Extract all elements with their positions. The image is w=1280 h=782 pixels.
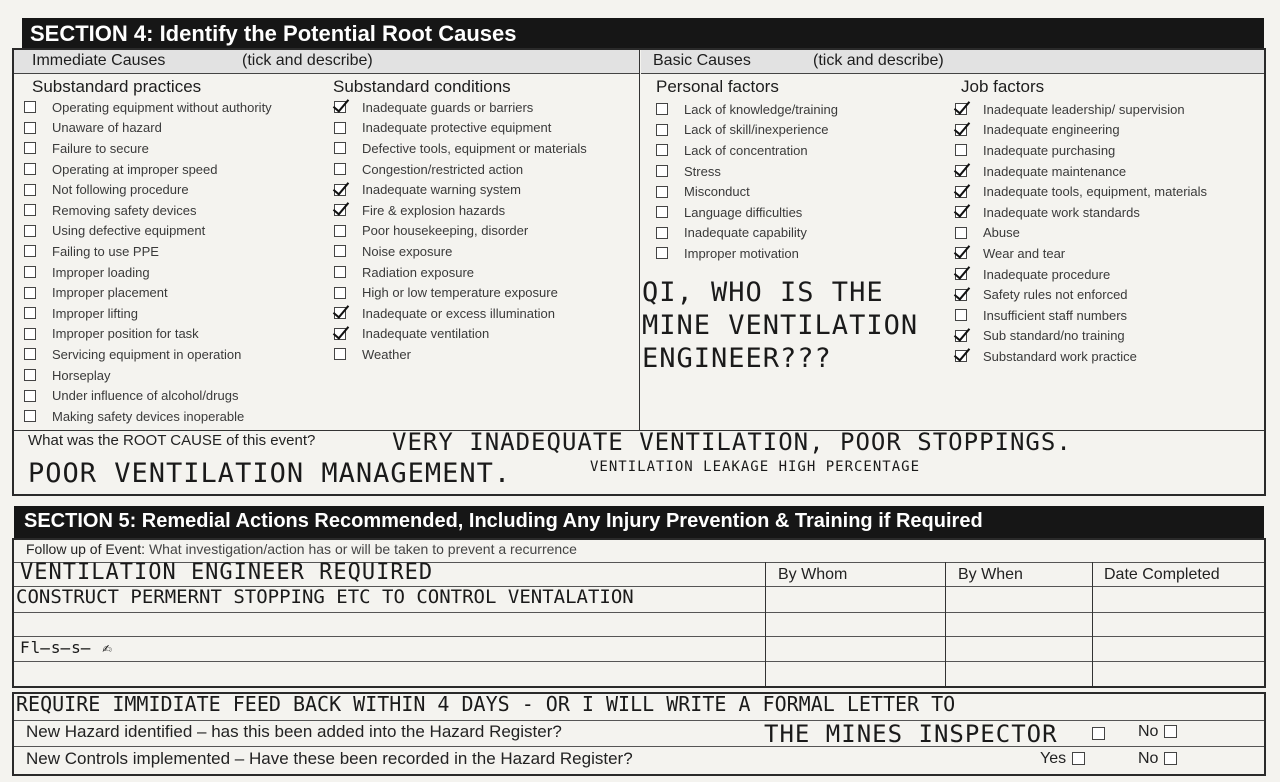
- section5-header-bar: [14, 506, 1264, 538]
- checkbox[interactable]: [24, 390, 36, 402]
- substandard-practices-list: [24, 97, 272, 427]
- checkbox[interactable]: [656, 144, 668, 156]
- job-factor-item-label: Inadequate procedure: [983, 266, 1111, 282]
- followup-label-strong: Follow up of Event:: [26, 541, 146, 557]
- practice-item-label: Not following procedure: [52, 182, 189, 198]
- job-factor-item[interactable]: [955, 161, 1207, 182]
- personal-factor-item[interactable]: [656, 223, 838, 244]
- checkbox[interactable]: [24, 287, 36, 299]
- practice-item-label: Improper lifting: [52, 305, 138, 321]
- job-factor-item[interactable]: [955, 264, 1207, 285]
- action-row-1: VENTILATION ENGINEER REQUIRED: [20, 560, 434, 585]
- section5-title: SECTION 5: Remedial Actions Recommended, Including Any Injury Prevention & Training if Required: [24, 510, 983, 532]
- checkbox[interactable]: [656, 206, 668, 218]
- job-factors-title: Job factors: [961, 77, 1045, 96]
- job-factor-item-label: Wear and tear: [983, 245, 1066, 261]
- checkbox[interactable]: [334, 328, 346, 340]
- controls-yes-option[interactable]: [1040, 750, 1085, 768]
- checkbox[interactable]: [955, 350, 967, 362]
- checkbox[interactable]: [955, 268, 967, 280]
- job-factor-item[interactable]: [955, 243, 1207, 264]
- practice-item[interactable]: [24, 221, 272, 242]
- handwritten-question-line-1: QI, WHO IS THE: [642, 277, 884, 308]
- personal-factor-item[interactable]: [656, 243, 838, 264]
- job-factor-item-label: Inadequate leadership/ supervision: [983, 101, 1185, 117]
- personal-factors-list: [656, 99, 838, 264]
- condition-item[interactable]: [334, 159, 587, 180]
- checkbox[interactable]: [955, 309, 967, 321]
- personal-factor-item-label: Inadequate capability: [684, 225, 807, 241]
- checkbox[interactable]: [656, 227, 668, 239]
- hazard-no-option[interactable]: [1138, 723, 1177, 741]
- checkbox[interactable]: [334, 348, 346, 360]
- practice-item-label: Operating equipment without authority: [52, 99, 272, 115]
- practice-item[interactable]: [24, 200, 272, 221]
- checkbox[interactable]: [955, 227, 967, 239]
- practice-item-label: Operating at improper speed: [52, 161, 218, 177]
- controls-question: New Controls implemented – Have these been recorded in the Hazard Register?: [26, 749, 633, 768]
- mines-inspector-note: THE MINES INSPECTOR: [764, 720, 1058, 748]
- checkbox[interactable]: [24, 225, 36, 237]
- condition-item[interactable]: [334, 344, 587, 365]
- condition-item[interactable]: [334, 221, 587, 242]
- hazard-line-1: [14, 720, 1264, 721]
- table-col-by-whom: [765, 562, 766, 686]
- personal-factor-item-label: Misconduct: [684, 184, 750, 200]
- job-factor-item[interactable]: [955, 99, 1207, 120]
- handwritten-question-line-3: ENGINEER???: [642, 343, 832, 374]
- checkbox[interactable]: [24, 122, 36, 134]
- personal-factors-title: Personal factors: [656, 77, 779, 96]
- checkbox[interactable]: [24, 307, 36, 319]
- action-row-4: Fl̶s̶s̶ ✍: [20, 638, 113, 657]
- checkbox[interactable]: [955, 124, 967, 136]
- checkbox[interactable]: [334, 142, 346, 154]
- table-line-3: [14, 612, 1264, 613]
- date-completed-header: Date Completed: [1104, 566, 1220, 583]
- condition-item[interactable]: [334, 200, 587, 221]
- personal-factor-item-label: Lack of concentration: [684, 142, 808, 158]
- condition-item-label: Defective tools, equipment or materials: [362, 140, 587, 156]
- practice-item[interactable]: [24, 138, 272, 159]
- checkbox[interactable]: [24, 328, 36, 340]
- practice-item[interactable]: [24, 118, 272, 139]
- checkbox[interactable]: [955, 144, 967, 156]
- practice-item-label: Servicing equipment in operation: [52, 346, 242, 362]
- checkbox[interactable]: [334, 163, 346, 175]
- condition-item-label: Inadequate protective equipment: [362, 120, 552, 136]
- practice-item-label: Using defective equipment: [52, 223, 206, 239]
- job-factor-item[interactable]: [955, 140, 1207, 161]
- practice-item-label: Under influence of alcohol/drugs: [52, 388, 239, 404]
- personal-factor-item-label: Improper motivation: [684, 245, 799, 261]
- practice-item[interactable]: [24, 179, 272, 200]
- checkbox[interactable]: [24, 101, 36, 113]
- checkbox[interactable]: [24, 348, 36, 360]
- practice-item-label: Improper position for task: [52, 326, 199, 342]
- practice-item[interactable]: [24, 344, 272, 365]
- condition-item[interactable]: [334, 262, 587, 283]
- condition-item-label: High or low temperature exposure: [362, 285, 558, 301]
- practice-item[interactable]: [24, 385, 272, 406]
- practice-item-label: Removing safety devices: [52, 202, 197, 218]
- practice-item[interactable]: [24, 324, 272, 345]
- practice-item[interactable]: [24, 365, 272, 386]
- job-factor-item-label: Inadequate engineering: [983, 122, 1120, 138]
- basic-causes-header: [641, 50, 1264, 74]
- checkbox[interactable]: [334, 225, 346, 237]
- substandard-conditions-title: Substandard conditions: [333, 77, 511, 96]
- table-line-5: [14, 661, 1264, 662]
- hazard-question: New Hazard identified – has this been added into the Hazard Register?: [26, 722, 562, 741]
- checkbox[interactable]: [656, 103, 668, 115]
- job-factor-item[interactable]: [955, 305, 1207, 326]
- checkbox[interactable]: [24, 369, 36, 381]
- immediate-causes-label: Immediate Causes: [32, 52, 166, 69]
- substandard-conditions-list: [334, 97, 587, 365]
- job-factor-item-label: Inadequate maintenance: [983, 163, 1127, 179]
- job-factor-item[interactable]: [955, 284, 1207, 305]
- substandard-practices-title: Substandard practices: [32, 77, 202, 96]
- checkbox[interactable]: [24, 266, 36, 278]
- job-factor-item[interactable]: [955, 181, 1207, 202]
- personal-factor-item[interactable]: [656, 140, 838, 161]
- checkbox[interactable]: [955, 289, 967, 301]
- by-when-header: By When: [958, 566, 1023, 583]
- condition-item-label: Congestion/restricted action: [362, 161, 524, 177]
- checkbox[interactable]: [24, 184, 36, 196]
- practice-item-label: Making safety devices inoperable: [52, 408, 245, 424]
- practice-item-label: Improper placement: [52, 285, 168, 301]
- controls-yes-label: Yes: [1040, 750, 1067, 767]
- personal-factor-item-label: Lack of knowledge/training: [684, 101, 838, 117]
- checkbox[interactable]: [334, 307, 346, 319]
- condition-item[interactable]: [334, 118, 587, 139]
- section4-divider: [639, 50, 640, 430]
- condition-item-label: Inadequate guards or barriers: [362, 99, 534, 115]
- checkbox[interactable]: [334, 266, 346, 278]
- job-factor-item-label: Abuse: [983, 225, 1020, 241]
- checkbox[interactable]: [955, 330, 967, 342]
- condition-item[interactable]: [334, 324, 587, 345]
- hazard-no-checkbox[interactable]: [1164, 725, 1177, 738]
- personal-factor-item[interactable]: [656, 181, 838, 202]
- personal-factor-item-label: Stress: [684, 163, 721, 179]
- job-factors-list: [955, 99, 1207, 367]
- job-factor-item-label: Safety rules not enforced: [983, 287, 1128, 303]
- checkbox[interactable]: [334, 287, 346, 299]
- action-row-2: CONSTRUCT PERMERNT STOPPING ETC TO CONTROL VENTALATION: [16, 586, 634, 608]
- checkbox[interactable]: [955, 247, 967, 259]
- practice-item-label: Failing to use PPE: [52, 243, 159, 259]
- root-cause-text-1: VERY INADEQUATE VENTILATION, POOR STOPPINGS.: [392, 428, 1072, 456]
- practice-item-label: Improper loading: [52, 264, 150, 280]
- checkbox[interactable]: [656, 186, 668, 198]
- hazard-no-label: No: [1138, 723, 1159, 740]
- job-factor-item[interactable]: [955, 120, 1207, 141]
- controls-yes-checkbox[interactable]: [1072, 752, 1085, 765]
- checkbox[interactable]: [24, 410, 36, 422]
- controls-no-option[interactable]: [1138, 750, 1177, 768]
- controls-no-label: No: [1138, 750, 1159, 767]
- basic-causes-label: Basic Causes: [653, 52, 751, 69]
- personal-factor-item-label: Lack of skill/inexperience: [684, 122, 829, 138]
- checkbox[interactable]: [955, 206, 967, 218]
- condition-item-label: Inadequate or excess illumination: [362, 305, 555, 321]
- condition-item[interactable]: [334, 282, 587, 303]
- condition-item-label: Inadequate ventilation: [362, 326, 490, 342]
- personal-factor-item[interactable]: [656, 99, 838, 120]
- by-whom-header: By Whom: [778, 566, 848, 583]
- controls-no-checkbox[interactable]: [1164, 752, 1177, 765]
- practice-item[interactable]: [24, 97, 272, 118]
- practice-item[interactable]: [24, 262, 272, 283]
- condition-item-label: Weather: [362, 346, 411, 362]
- checkbox[interactable]: [955, 186, 967, 198]
- hazard-yes-checkbox[interactable]: [1092, 727, 1105, 740]
- condition-item-label: Noise exposure: [362, 243, 453, 259]
- condition-item[interactable]: [334, 241, 587, 262]
- checkbox[interactable]: [334, 204, 346, 216]
- checkbox[interactable]: [334, 101, 346, 113]
- checkbox[interactable]: [656, 124, 668, 136]
- root-cause-text-3: VENTILATION LEAKAGE HIGH PERCENTAGE: [590, 459, 921, 475]
- feedback-note: REQUIRE IMMIDIATE FEED BACK WITHIN 4 DAYS - OR I WILL WRITE A FORMAL LETTER TO: [16, 692, 956, 716]
- checkbox[interactable]: [24, 204, 36, 216]
- checkbox[interactable]: [334, 122, 346, 134]
- practice-item[interactable]: [24, 282, 272, 303]
- job-factor-item[interactable]: [955, 223, 1207, 244]
- job-factor-item[interactable]: [955, 202, 1207, 223]
- job-factor-item-label: Insufficient staff numbers: [983, 307, 1128, 323]
- condition-item[interactable]: [334, 303, 587, 324]
- section4-header-bar: [22, 18, 1264, 48]
- table-line-4: [14, 636, 1264, 637]
- job-factor-item[interactable]: [955, 326, 1207, 347]
- checkbox[interactable]: [955, 165, 967, 177]
- personal-factor-item[interactable]: [656, 120, 838, 141]
- practice-item-label: Horseplay: [52, 367, 111, 383]
- job-factor-item-label: Inadequate tools, equipment, materials: [983, 184, 1208, 200]
- handwritten-question: [642, 276, 918, 375]
- condition-item[interactable]: [334, 97, 587, 118]
- root-cause-label: What was the ROOT CAUSE of this event?: [28, 432, 316, 449]
- checkbox[interactable]: [955, 103, 967, 115]
- practice-item[interactable]: [24, 241, 272, 262]
- condition-item[interactable]: [334, 138, 587, 159]
- checkbox[interactable]: [334, 245, 346, 257]
- practice-item[interactable]: [24, 303, 272, 324]
- practice-item[interactable]: [24, 159, 272, 180]
- followup-label: [26, 541, 577, 557]
- practice-item[interactable]: [24, 406, 272, 427]
- job-factor-item-label: Inadequate work standards: [983, 204, 1140, 220]
- root-cause-text-2: POOR VENTILATION MANAGEMENT.: [28, 458, 512, 489]
- checkbox[interactable]: [24, 245, 36, 257]
- checkbox[interactable]: [24, 142, 36, 154]
- checkbox[interactable]: [334, 184, 346, 196]
- practice-item-label: Failure to secure: [52, 140, 149, 156]
- job-factor-item[interactable]: [955, 346, 1207, 367]
- condition-item-label: Inadequate warning system: [362, 182, 521, 198]
- job-factor-item-label: Inadequate purchasing: [983, 142, 1116, 158]
- checkbox[interactable]: [656, 247, 668, 259]
- condition-item-label: Fire & explosion hazards: [362, 202, 506, 218]
- immediate-causes-header: [14, 50, 640, 74]
- immediate-causes-hint: (tick and describe): [242, 52, 373, 69]
- condition-item-label: Poor housekeeping, disorder: [362, 223, 529, 239]
- followup-hint: What investigation/action has or will be taken to prevent a recurrence: [148, 541, 577, 557]
- condition-item-label: Radiation exposure: [362, 264, 475, 280]
- job-factor-item-label: Sub standard/no training: [983, 328, 1125, 344]
- handwritten-question-line-2: MINE VENTILATION: [642, 310, 919, 341]
- section4-title: SECTION 4: Identify the Potential Root Causes: [30, 21, 517, 46]
- table-col-by-when: [945, 562, 946, 686]
- personal-factor-item[interactable]: [656, 161, 838, 182]
- checkbox[interactable]: [656, 165, 668, 177]
- checkbox[interactable]: [24, 163, 36, 175]
- basic-causes-hint: (tick and describe): [813, 52, 944, 69]
- condition-item[interactable]: [334, 179, 587, 200]
- practice-item-label: Unaware of hazard: [52, 120, 162, 136]
- hazard-line-2: [14, 746, 1264, 747]
- table-col-date: [1092, 562, 1093, 686]
- personal-factor-item-label: Language difficulties: [684, 204, 803, 220]
- job-factor-item-label: Substandard work practice: [983, 348, 1137, 364]
- personal-factor-item[interactable]: [656, 202, 838, 223]
